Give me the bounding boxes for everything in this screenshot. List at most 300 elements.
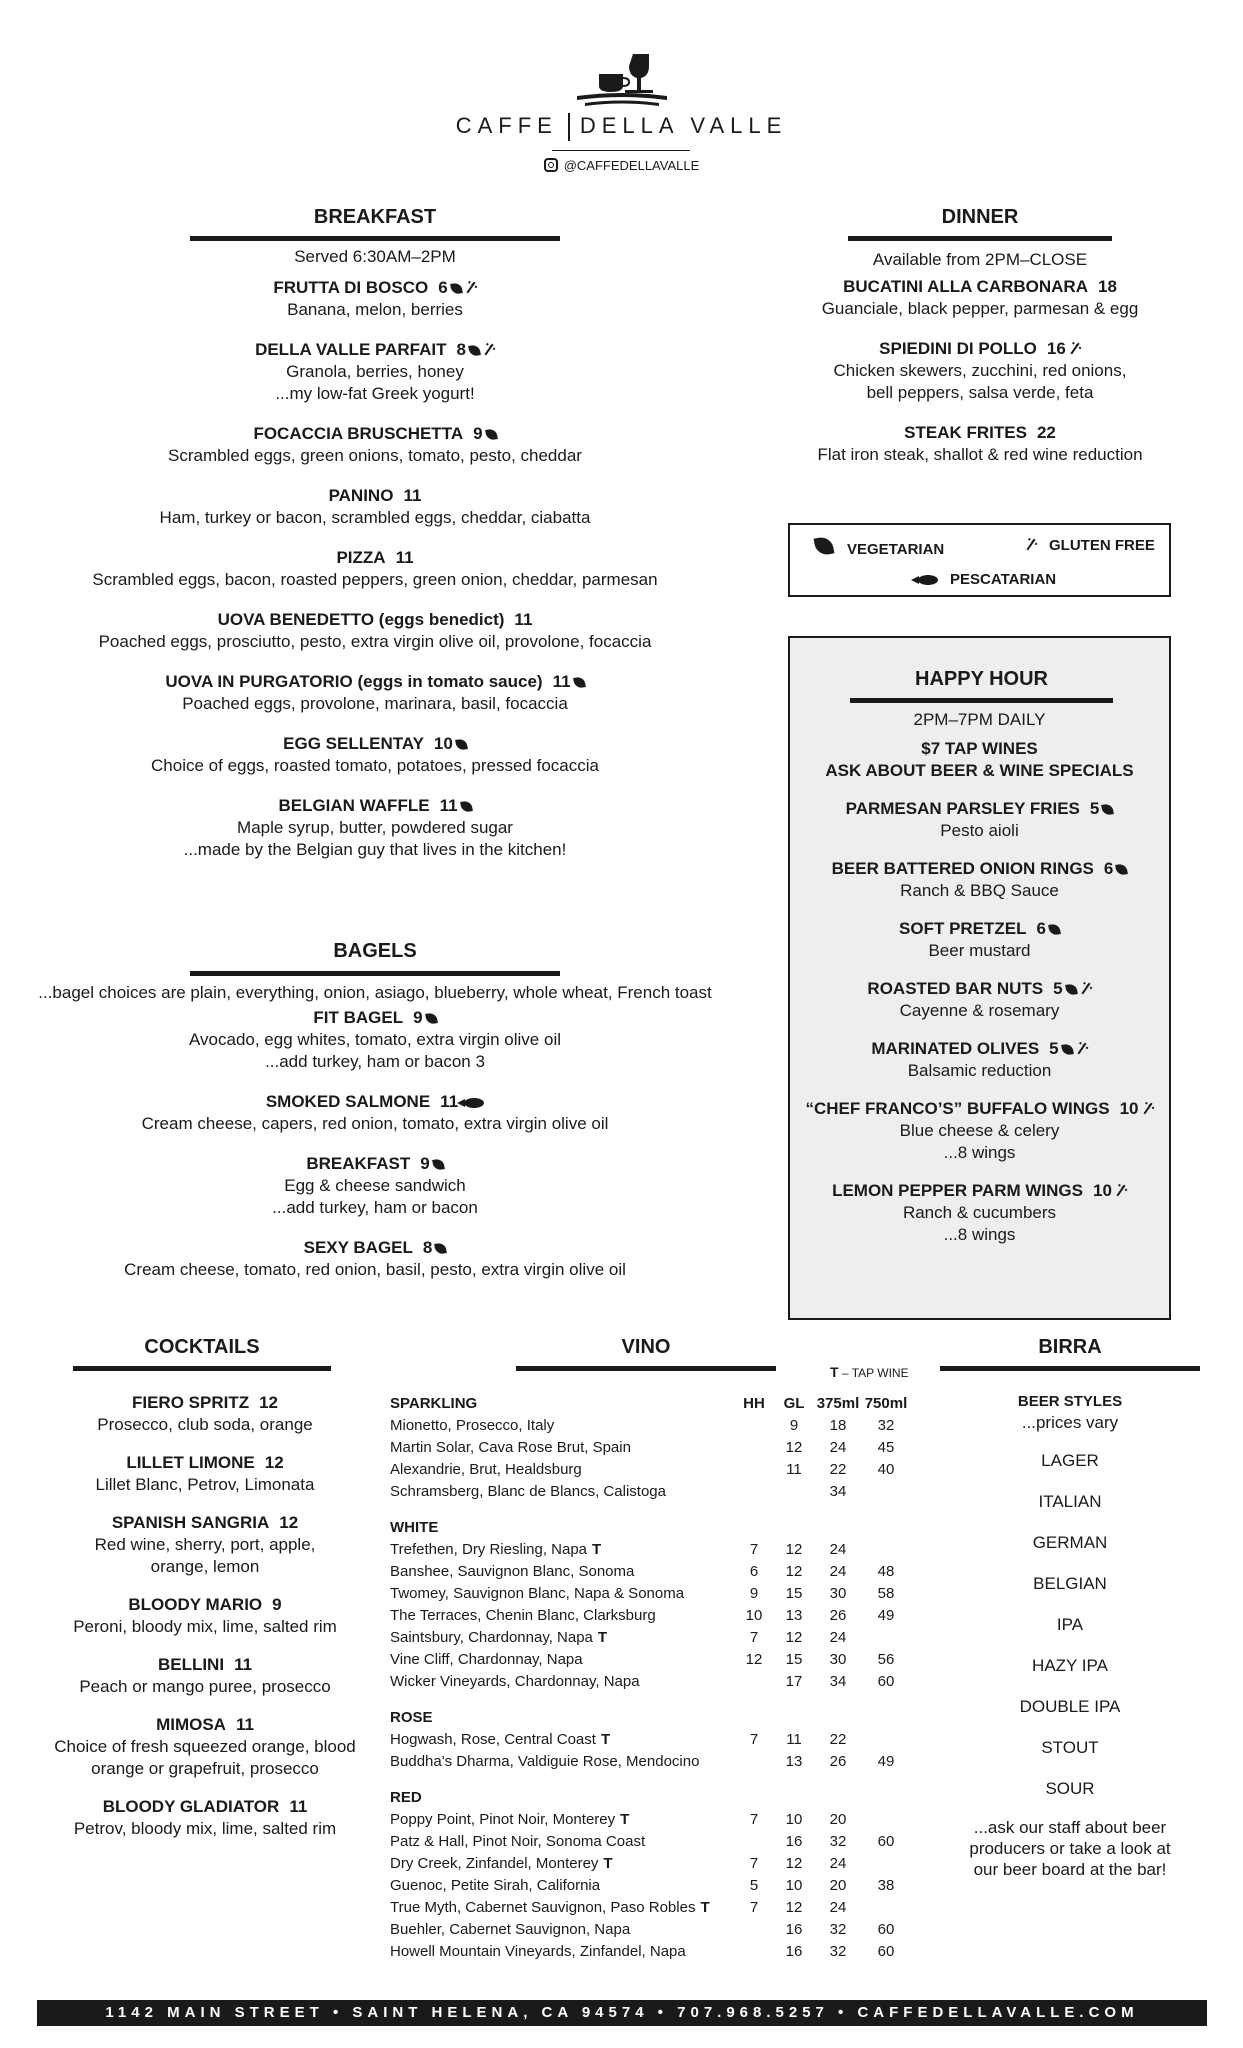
- wine-price-375ml: 22: [829, 1461, 847, 1478]
- wine-name: Mionetto, Prosecco, Italy: [390, 1417, 555, 1434]
- menu-item-name: SOFT PRETZEL: [899, 919, 1027, 938]
- wine-price-glass: 16: [785, 1833, 803, 1850]
- menu-item-description: Choice of fresh squeezed orange, blood: [54, 1737, 356, 1756]
- section-rule: [850, 698, 1113, 703]
- wine-price-375ml: 32: [829, 1921, 847, 1938]
- leaf-icon: [432, 1158, 445, 1171]
- menu-item-name: EGG SELLENTAY: [283, 734, 424, 753]
- menu-item: [40, 1654, 370, 1698]
- menu-item: [20, 1091, 730, 1135]
- menu-item-price: 16: [1046, 339, 1066, 358]
- menu-item-name: UOVA BENEDETTO (eggs benedict): [217, 610, 505, 629]
- wine-price-glass: 9: [789, 1417, 799, 1434]
- happy-hour-special: ASK ABOUT BEER & WINE SPECIALS: [825, 761, 1134, 780]
- menu-item-name: BREAKFAST: [306, 1154, 411, 1173]
- wine-row: [390, 1583, 910, 1605]
- wine-price-375ml: 20: [829, 1877, 847, 1894]
- menu-item-description: Avocado, egg whites, tomato, extra virgin olive oil: [189, 1030, 561, 1049]
- menu-item-price: 11: [552, 672, 571, 691]
- menu-item: [40, 1452, 370, 1496]
- leaf-icon: [468, 344, 481, 357]
- menu-item-name: PARMESAN PARSLEY FRIES: [845, 799, 1080, 818]
- menu-item-name: BELLINI: [157, 1655, 225, 1674]
- menu-item-description: Beer mustard: [928, 941, 1031, 960]
- wine-row: [390, 1809, 910, 1831]
- menu-item-description: Cream cheese, capers, red onion, tomato, extra virgin olive oil: [141, 1114, 609, 1133]
- wine-price-750ml: [862, 1897, 910, 1919]
- wine-price-hh: [734, 1671, 774, 1693]
- menu-item-description: Egg & cheese sandwich: [284, 1176, 466, 1195]
- menu-item: [770, 338, 1190, 404]
- tap-wine-note: T – TAP WINE: [830, 1364, 909, 1380]
- birra-section: [940, 1392, 1200, 1880]
- wine-price-375ml: 24: [829, 1629, 847, 1646]
- menu-item-price: 9: [272, 1595, 282, 1614]
- wine-price-375ml: 26: [829, 1753, 847, 1770]
- menu-item-price: 12: [279, 1513, 299, 1532]
- menu-item-price: 11: [234, 1655, 253, 1674]
- menu-item-price: 11: [395, 548, 414, 567]
- beer-style: HAZY IPA: [1032, 1656, 1108, 1675]
- wine-glass-cup-logo-icon: [567, 52, 677, 110]
- menu-item: [20, 1153, 730, 1219]
- wine-price-glass: 12: [785, 1439, 803, 1456]
- wine-row: [390, 1897, 910, 1919]
- section-rule: [516, 1366, 776, 1371]
- menu-item-price: 10: [1119, 1099, 1139, 1118]
- menu-item-name: FOCACCIA BRUSCHETTA: [253, 424, 464, 443]
- menu-item-name: “CHEF FRANCO’S” BUFFALO WINGS: [805, 1099, 1110, 1118]
- wine-price-375ml: 24: [829, 1855, 847, 1872]
- wine-price-375ml: 22: [829, 1731, 847, 1748]
- menu-item-price: 5: [1089, 799, 1100, 818]
- menu-item-description: Lillet Blanc, Petrov, Limonata: [95, 1475, 315, 1494]
- wine-name: Vine Cliff, Chardonnay, Napa: [390, 1651, 583, 1668]
- wheat-icon: [1069, 342, 1081, 355]
- menu-item-description: Blue cheese & celery: [899, 1121, 1060, 1140]
- menu-item-description: ...add turkey, ham or bacon: [272, 1198, 478, 1217]
- menu-item-name: BUCATINI ALLA CARBONARA: [843, 277, 1088, 296]
- menu-item-name: SMOKED SALMONE: [265, 1092, 431, 1111]
- wine-price-glass: 16: [785, 1943, 803, 1960]
- wine-price-glass: 15: [785, 1651, 803, 1668]
- wine-column-header: 375ml: [816, 1395, 860, 1412]
- wine-price-glass: 10: [785, 1811, 803, 1828]
- menu-item: [40, 1714, 370, 1780]
- menu-item: [50, 547, 700, 591]
- wine-price-hh: 7: [749, 1899, 759, 1916]
- menu-item-description: Ranch & BBQ Sauce: [900, 881, 1059, 900]
- dinner-subtitle: Available from 2PM–CLOSE: [872, 250, 1088, 269]
- wine-row: [390, 1649, 910, 1671]
- breakfast-section: [50, 247, 700, 879]
- menu-item: [50, 277, 700, 321]
- wine-price-375ml: 24: [829, 1899, 847, 1916]
- wine-row: [390, 1671, 910, 1693]
- menu-item-description: Peroni, bloody mix, lime, salted rim: [73, 1617, 337, 1636]
- menu-item-description: orange, lemon: [150, 1557, 260, 1576]
- menu-item: [770, 276, 1190, 320]
- menu-item: [50, 733, 700, 777]
- section-rule: [848, 236, 1112, 241]
- wine-row: [390, 1831, 910, 1853]
- wheat-icon: [1115, 1184, 1127, 1197]
- wine-price-hh: [734, 1415, 774, 1437]
- cocktails-section: [40, 1392, 370, 1856]
- menu-item-price: 18: [1097, 277, 1117, 296]
- menu-item-name: UOVA IN PURGATORIO (eggs in tomato sauce): [165, 672, 543, 691]
- menu-item-price: 12: [259, 1393, 279, 1412]
- wheat-icon: [483, 343, 495, 356]
- beer-style: LAGER: [1041, 1451, 1099, 1470]
- tap-wine-mark: T: [700, 1899, 710, 1916]
- menu-item-description: ...8 wings: [943, 1225, 1016, 1244]
- wine-price-glass: 16: [785, 1921, 803, 1938]
- wheat-icon: [1142, 1102, 1154, 1115]
- wheat-icon: [1080, 982, 1092, 995]
- menu-item-price: 11: [514, 610, 533, 629]
- menu-item: [790, 1038, 1169, 1082]
- wine-row: [390, 1415, 910, 1437]
- wine-price-glass: 12: [785, 1899, 803, 1916]
- tap-wine-mark: T: [597, 1629, 608, 1646]
- wine-price-hh: [734, 1919, 774, 1941]
- menu-item-description: Cream cheese, tomato, red onion, basil, pesto, extra virgin olive oil: [124, 1260, 626, 1279]
- wine-name: Wicker Vineyards, Chardonnay, Napa: [390, 1673, 640, 1690]
- wine-price-hh: 10: [745, 1607, 763, 1624]
- wine-price-750ml: [862, 1539, 910, 1561]
- instagram-handle[interactable]: @CAFFEDELLAVALLE: [0, 158, 1243, 173]
- wine-price-glass: 13: [785, 1607, 803, 1624]
- menu-item-name: FIT BAGEL: [313, 1008, 404, 1027]
- wine-name: True Myth, Cabernet Sauvignon, Paso Robles T: [390, 1899, 710, 1916]
- menu-item-description: Granola, berries, honey: [286, 362, 464, 381]
- wine-price-glass: [774, 1481, 814, 1503]
- beer-style: SOUR: [1045, 1779, 1095, 1798]
- wine-row: [390, 1605, 910, 1627]
- menu-item-price: 11: [235, 1715, 254, 1734]
- menu-item-name: LEMON PEPPER PARM WINGS: [832, 1181, 1083, 1200]
- happy-hour-section: [790, 710, 1169, 1262]
- menu-item-name: LILLET LIMONE: [126, 1453, 255, 1472]
- menu-item-description: Cayenne & rosemary: [899, 1001, 1060, 1020]
- wine-row: [390, 1459, 910, 1481]
- wine-name: Trefethen, Dry Riesling, Napa T: [390, 1541, 602, 1558]
- wine-price-hh: 7: [749, 1629, 759, 1646]
- wine-row: [390, 1437, 910, 1459]
- menu-item-name: SPANISH SANGRIA: [111, 1513, 270, 1532]
- wine-price-glass: 17: [785, 1673, 803, 1690]
- wine-price-750ml: [862, 1853, 910, 1875]
- wine-price-glass: 12: [785, 1541, 803, 1558]
- wine-price-750ml: 60: [877, 1921, 895, 1938]
- menu-item-price: 6: [1103, 859, 1114, 878]
- menu-item-price: 8: [456, 340, 466, 359]
- menu-item-name: MARINATED OLIVES: [871, 1039, 1040, 1058]
- menu-item-price: 10: [1093, 1181, 1112, 1200]
- menu-item: [40, 1796, 370, 1840]
- menu-item: [50, 485, 700, 529]
- menu-item: [790, 1098, 1169, 1164]
- menu-item-name: SPIEDINI DI POLLO: [879, 339, 1037, 358]
- menu-item-description: Maple syrup, butter, powdered sugar: [237, 818, 513, 837]
- happy-hour-box: [788, 636, 1171, 1320]
- wine-name: Guenoc, Petite Sirah, California: [390, 1877, 601, 1894]
- beer-styles-title: BEER STYLES: [1017, 1393, 1123, 1410]
- menu-item: [790, 858, 1169, 902]
- wine-price-hh: 7: [749, 1811, 759, 1828]
- menu-item-description: orange or grapefruit, prosecco: [91, 1759, 319, 1778]
- leaf-icon: [425, 1012, 438, 1025]
- wine-row: [390, 1941, 910, 1963]
- leaf-icon: [1061, 1043, 1074, 1056]
- menu-item-description: Guanciale, black pepper, parmesan & egg: [821, 299, 1139, 318]
- wine-price-hh: [734, 1459, 774, 1481]
- wine-row: [390, 1729, 910, 1751]
- wine-price-750ml: [862, 1809, 910, 1831]
- wine-price-750ml: 60: [877, 1833, 895, 1850]
- wine-column-header: 750ml: [864, 1395, 908, 1412]
- menu-item-description: Pesto aioli: [940, 821, 1019, 840]
- dietary-legend: [788, 523, 1171, 597]
- wine-name: Banshee, Sauvignon Blanc, Sonoma: [390, 1563, 635, 1580]
- menu-item: [790, 978, 1169, 1022]
- beer-note: ...ask our staff about beer producers or take a look at our beer board at the bar!: [969, 1818, 1171, 1879]
- menu-item-name: BEER BATTERED ONION RINGS: [831, 859, 1094, 878]
- wine-price-750ml: 49: [877, 1607, 895, 1624]
- menu-item-description: Balsamic reduction: [907, 1061, 1052, 1080]
- tap-wine-mark: T: [603, 1855, 613, 1872]
- dinner-section: [770, 250, 1190, 484]
- wine-row: [390, 1919, 910, 1941]
- menu-item-price: 8: [422, 1238, 433, 1257]
- wine-row: [390, 1875, 910, 1897]
- wheat-icon: [1025, 538, 1037, 551]
- menu-item-price: 12: [264, 1453, 284, 1472]
- menu-item: [40, 1594, 370, 1638]
- menu-item-description: Chicken skewers, zucchini, red onions,: [833, 361, 1127, 380]
- menu-item-description: Prosecco, club soda, orange: [97, 1415, 313, 1434]
- wine-price-glass: 12: [785, 1629, 803, 1646]
- wine-category: RED: [390, 1789, 422, 1806]
- menu-item-description: ...my low-fat Greek yogurt!: [275, 384, 475, 403]
- wine-category: ROSE: [390, 1709, 433, 1726]
- wine-price-glass: 15: [785, 1585, 803, 1602]
- menu-item-description: Ham, turkey or bacon, scrambled eggs, cheddar, ciabatta: [159, 508, 591, 527]
- menu-item-name: ROASTED BAR NUTS: [867, 979, 1044, 998]
- wine-row: [390, 1627, 910, 1649]
- wine-name: Buehler, Cabernet Sauvignon, Napa: [390, 1921, 631, 1938]
- menu-item-name: PANINO: [328, 486, 394, 505]
- wine-price-375ml: 34: [829, 1483, 847, 1500]
- menu-item-name: DELLA VALLE PARFAIT: [255, 340, 447, 359]
- wine-price-glass: 12: [785, 1563, 803, 1580]
- wine-price-375ml: 24: [829, 1541, 847, 1558]
- beer-style: ITALIAN: [1038, 1492, 1102, 1511]
- wine-name: Patz & Hall, Pinot Noir, Sonoma Coast: [390, 1833, 646, 1850]
- menu-item-name: BELGIAN WAFFLE: [278, 796, 430, 815]
- bagels-subtitle: ...bagel choices are plain, everything, onion, asiago, blueberry, whole wheat, French toast: [38, 983, 712, 1002]
- wine-price-750ml: 45: [877, 1439, 895, 1456]
- wine-price-glass: 13: [785, 1753, 803, 1770]
- tap-wine-mark: T: [600, 1731, 611, 1748]
- menu-item-description: ...made by the Belgian guy that lives in the kitchen!: [183, 840, 567, 859]
- menu-item: [50, 423, 700, 467]
- tap-wine-mark: T: [620, 1811, 630, 1828]
- wine-price-375ml: 24: [829, 1563, 847, 1580]
- wine-price-375ml: 32: [829, 1833, 847, 1850]
- section-rule: [73, 1366, 331, 1371]
- wine-price-hh: 5: [749, 1877, 759, 1894]
- bagels-section: [20, 983, 730, 1299]
- wine-row: [390, 1539, 910, 1561]
- menu-item-description: bell peppers, salsa verde, feta: [866, 383, 1094, 402]
- divider: [552, 150, 690, 151]
- menu-item-name: SEXY BAGEL: [303, 1238, 413, 1257]
- wine-price-glass: 10: [785, 1877, 803, 1894]
- wine-price-750ml: 60: [877, 1943, 895, 1960]
- leaf-icon: [1101, 803, 1114, 816]
- wine-price-hh: 6: [749, 1563, 759, 1580]
- menu-item-price: 11: [289, 1797, 308, 1816]
- menu-item-price: 6: [438, 278, 448, 297]
- menu-item-name: MIMOSA: [156, 1715, 226, 1734]
- menu-item: [40, 1392, 370, 1436]
- leaf-icon: [1065, 983, 1078, 996]
- wine-category-row: [390, 1787, 910, 1809]
- menu-item-price: 9: [420, 1154, 430, 1173]
- wine-column-header: GL: [783, 1395, 805, 1412]
- menu-item-description: Red wine, sherry, port, apple,: [94, 1535, 316, 1554]
- leaf-icon: [435, 1242, 448, 1255]
- wine-price-glass: 12: [785, 1855, 803, 1872]
- menu-item: [20, 1007, 730, 1073]
- wine-price-375ml: 26: [829, 1607, 847, 1624]
- section-rule: [940, 1366, 1200, 1371]
- legend-vegetarian: VEGETARIAN: [812, 537, 944, 558]
- wine-name: Saintsbury, Chardonnay, Napa T: [390, 1629, 608, 1646]
- fish-icon: [918, 575, 938, 585]
- wine-name: Buddha's Dharma, Valdiguie Rose, Mendocino: [390, 1753, 700, 1770]
- menu-item-price: 11: [440, 1092, 459, 1111]
- tap-wine-mark: T: [592, 1541, 602, 1558]
- menu-item-description: Flat iron steak, shallot & red wine reduction: [817, 445, 1143, 464]
- wine-price-hh: [734, 1831, 774, 1853]
- beer-style: DOUBLE IPA: [1019, 1697, 1121, 1716]
- menu-item: [770, 422, 1190, 466]
- wine-price-375ml: 30: [829, 1651, 847, 1668]
- menu-item-price: 11: [439, 796, 458, 815]
- wine-price-750ml: 58: [877, 1585, 895, 1602]
- wine-column-header: HH: [743, 1395, 765, 1412]
- menu-item-name: BLOODY GLADIATOR: [102, 1797, 280, 1816]
- wine-price-glass: 11: [786, 1461, 802, 1478]
- wine-price-375ml: 18: [829, 1417, 847, 1434]
- wine-price-hh: 7: [749, 1731, 759, 1748]
- wine-price-375ml: 30: [829, 1585, 847, 1602]
- legend-gluten-free: GLUTEN FREE: [1022, 537, 1155, 554]
- wine-price-hh: 9: [749, 1585, 759, 1602]
- wine-category-row: [390, 1393, 910, 1415]
- instagram-icon: [544, 158, 558, 172]
- leaf-icon: [460, 800, 473, 813]
- wine-name: Schramsberg, Blanc de Blancs, Calistoga: [390, 1483, 666, 1500]
- wine-name: Poppy Point, Pinot Noir, Monterey T: [390, 1811, 630, 1828]
- footer-address-bar: 1142 MAIN STREET • SAINT HELENA, CA 94574 • 707.968.5257 • CAFFEDELLAVALLE.COM: [37, 2000, 1207, 2026]
- beer-style: STOUT: [1041, 1738, 1099, 1757]
- wine-price-750ml: 32: [877, 1417, 895, 1434]
- menu-item-name: FRUTTA DI BOSCO: [273, 278, 429, 297]
- beer-style: GERMAN: [1032, 1533, 1108, 1552]
- menu-item-price: 6: [1036, 919, 1046, 938]
- wine-row: [390, 1481, 910, 1503]
- wine-name: Twomey, Sauvignon Blanc, Napa & Sonoma: [390, 1585, 685, 1602]
- leaf-icon: [455, 738, 468, 751]
- wine-price-hh: 12: [745, 1651, 763, 1668]
- wine-price-750ml: 40: [877, 1461, 895, 1478]
- leaf-icon: [573, 676, 586, 689]
- menu-item: [20, 1237, 730, 1281]
- wine-price-hh: [734, 1437, 774, 1459]
- menu-item-name: BLOODY MARIO: [128, 1595, 263, 1614]
- wine-row: [390, 1853, 910, 1875]
- wine-name: Howell Mountain Vineyards, Zinfandel, Napa: [390, 1943, 686, 1960]
- leaf-icon: [450, 282, 463, 295]
- wine-price-750ml: [862, 1729, 910, 1751]
- menu-item-description: ...add turkey, ham or bacon 3: [265, 1052, 485, 1071]
- wine-price-hh: [734, 1751, 774, 1773]
- wine-price-375ml: 34: [829, 1673, 847, 1690]
- wine-price-750ml: [862, 1481, 910, 1503]
- happy-hour-title: HAPPY HOUR: [915, 668, 1048, 690]
- wine-price-375ml: 24: [829, 1439, 847, 1456]
- cocktails-title: COCKTAILS: [144, 1336, 260, 1358]
- menu-item-description: Poached eggs, prosciutto, pesto, extra virgin olive oil, provolone, focaccia: [98, 632, 652, 651]
- menu-item-description: Ranch & cucumbers: [902, 1203, 1057, 1222]
- wine-price-750ml: 60: [877, 1673, 895, 1690]
- wheat-icon: [465, 281, 477, 294]
- wheat-icon: [1076, 1042, 1088, 1055]
- breakfast-title: BREAKFAST: [313, 206, 437, 228]
- beer-style: IPA: [1056, 1615, 1084, 1634]
- menu-item: [50, 795, 700, 861]
- wine-name: Hogwash, Rose, Central Coast T: [390, 1731, 611, 1748]
- dinner-title: DINNER: [941, 206, 1019, 228]
- menu-item-description: Petrov, bloody mix, lime, salted rim: [73, 1819, 337, 1838]
- wine-price-750ml: 48: [877, 1563, 895, 1580]
- leaf-icon: [1048, 923, 1061, 936]
- menu-item-price: 5: [1049, 1039, 1059, 1058]
- wine-price-750ml: [862, 1627, 910, 1649]
- menu-item: [50, 339, 700, 405]
- menu-item-name: FIERO SPRITZ: [131, 1393, 250, 1412]
- logo: [0, 52, 1243, 110]
- wine-name: The Terraces, Chenin Blanc, Clarksburg: [390, 1607, 656, 1624]
- menu-item-description: Poached eggs, provolone, marinara, basil, focaccia: [182, 694, 568, 713]
- wine-price-375ml: 32: [829, 1943, 847, 1960]
- wine-price-glass: 11: [786, 1731, 802, 1748]
- breakfast-subtitle: Served 6:30AM–2PM: [294, 247, 456, 266]
- wine-row: [390, 1561, 910, 1583]
- wine-price-hh: [734, 1481, 774, 1503]
- menu-item: [40, 1512, 370, 1578]
- beer-style: BELGIAN: [1033, 1574, 1107, 1593]
- menu-item-description: Scrambled eggs, bacon, roasted peppers, green onion, cheddar, parmesan: [92, 570, 658, 589]
- section-rule: [190, 236, 560, 241]
- leaf-icon: [485, 428, 498, 441]
- wine-category-row: [390, 1517, 910, 1539]
- wine-category: SPARKLING: [390, 1395, 478, 1412]
